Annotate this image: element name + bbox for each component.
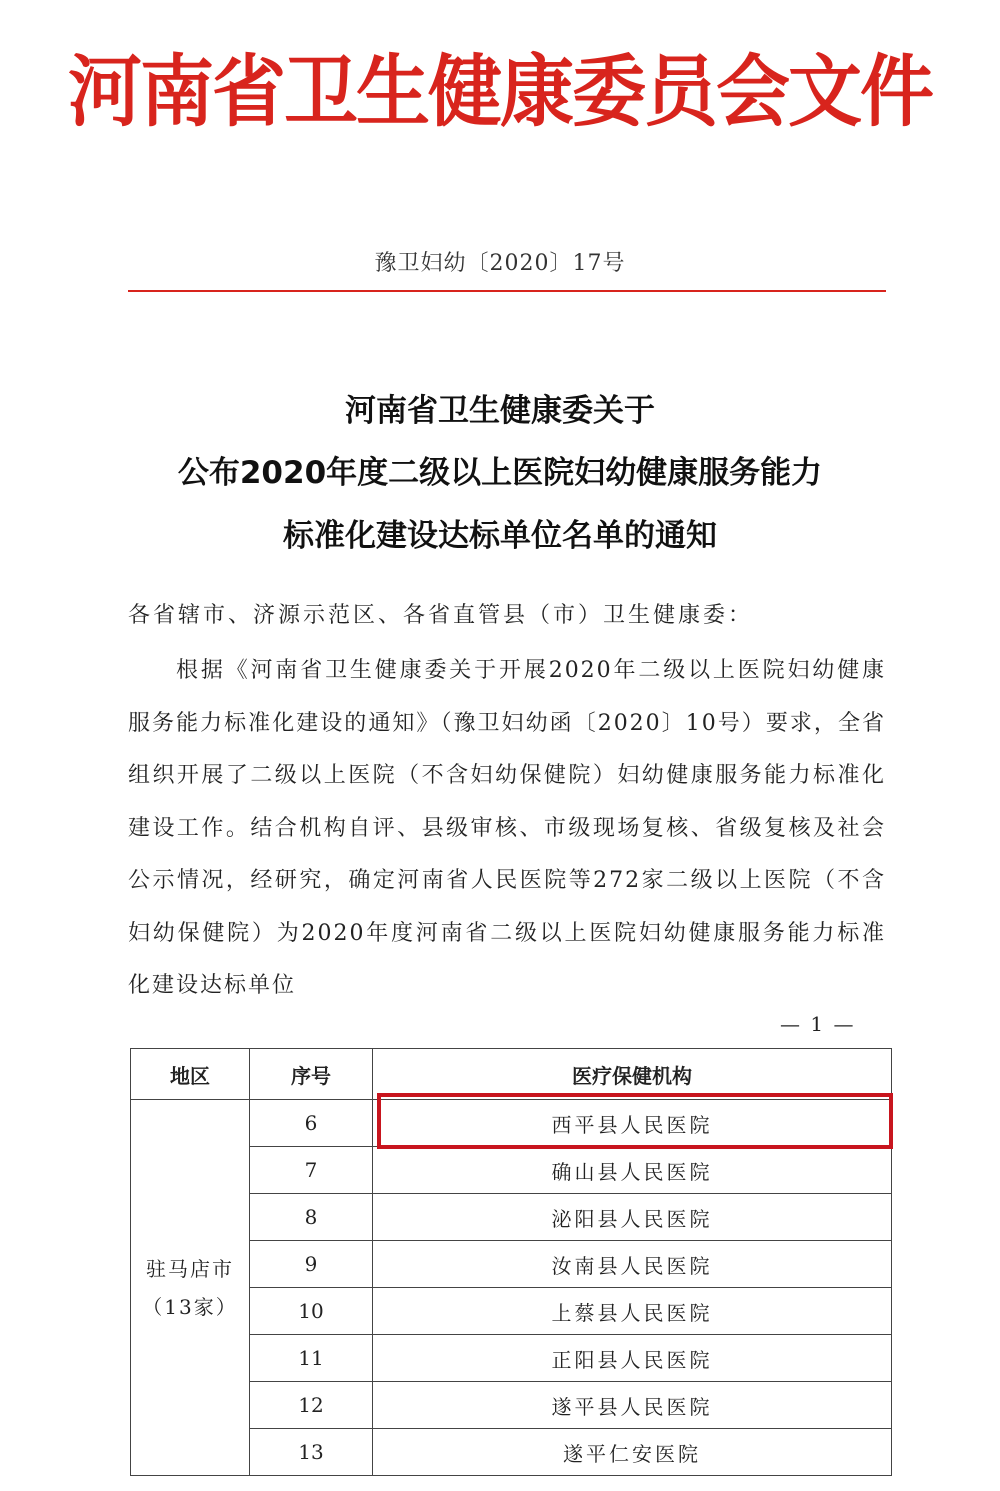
seq-cell: 6: [250, 1100, 373, 1147]
header-institution: 医疗保健机构: [373, 1049, 892, 1100]
institution-cell: 确山县人民医院: [373, 1147, 892, 1194]
institution-cell: 汝南县人民医院: [373, 1241, 892, 1288]
institution-cell: 上蔡县人民医院: [373, 1288, 892, 1335]
red-divider: [128, 290, 886, 292]
seq-cell: 9: [250, 1241, 373, 1288]
region-count: （13家）: [142, 1294, 238, 1319]
page-number: — 1 —: [780, 1012, 856, 1036]
seq-cell: 12: [250, 1382, 373, 1429]
document-number: 豫卫妇幼〔2020〕17号: [374, 251, 626, 276]
highlight-annotation-box: [377, 1093, 893, 1149]
seq-cell: 7: [250, 1147, 373, 1194]
institution-cell: 遂平仁安医院: [373, 1429, 892, 1476]
table-header-row: [131, 1049, 892, 1100]
seq-cell: 11: [250, 1335, 373, 1382]
seq-cell: 8: [250, 1194, 373, 1241]
notice-title-line-3: 标准化建设达标单位名单的通知: [283, 518, 717, 554]
region-name: 驻马店市: [146, 1256, 234, 1281]
region-cell: [131, 1100, 250, 1476]
institution-cell: 泌阳县人民医院: [373, 1194, 892, 1241]
body-paragraph: 根据《河南省卫生健康委关于开展2020年二级以上医院妇幼健康服务能力标准化建设的通知》（豫卫妇幼函〔2020〕10号）要求，全省组织开展了二级以上医院（不含妇幼保健院）妇幼健康服务能力标准化建设工作。结合机构自评、县级审核、市级现场复核、省级复核及社会公示情况，经研究，确定河南省人民医院等272家二级以上医院（不含妇幼保健院）为2020年度河南省二级以上医院妇幼健康服务能力标准化建设达标单位: [128, 658, 886, 998]
seq-cell: 10: [250, 1288, 373, 1335]
salutation: 各省辖市、济源示范区、各省直管县（市）卫生健康委：: [128, 603, 754, 628]
institution-cell: 正阳县人民医院: [373, 1335, 892, 1382]
seq-cell: 13: [250, 1429, 373, 1476]
document-header-title: 河南省卫生健康委员会文件: [68, 46, 932, 138]
notice-title-line-1: 河南省卫生健康委关于: [345, 393, 655, 429]
header-region: 地区: [131, 1049, 250, 1100]
institution-cell: 遂平县人民医院: [373, 1382, 892, 1429]
notice-title-line-2: 公布2020年度二级以上医院妇幼健康服务能力: [177, 455, 823, 491]
header-seq: 序号: [250, 1049, 373, 1100]
institution-cell: 西平县人民医院: [373, 1100, 892, 1147]
